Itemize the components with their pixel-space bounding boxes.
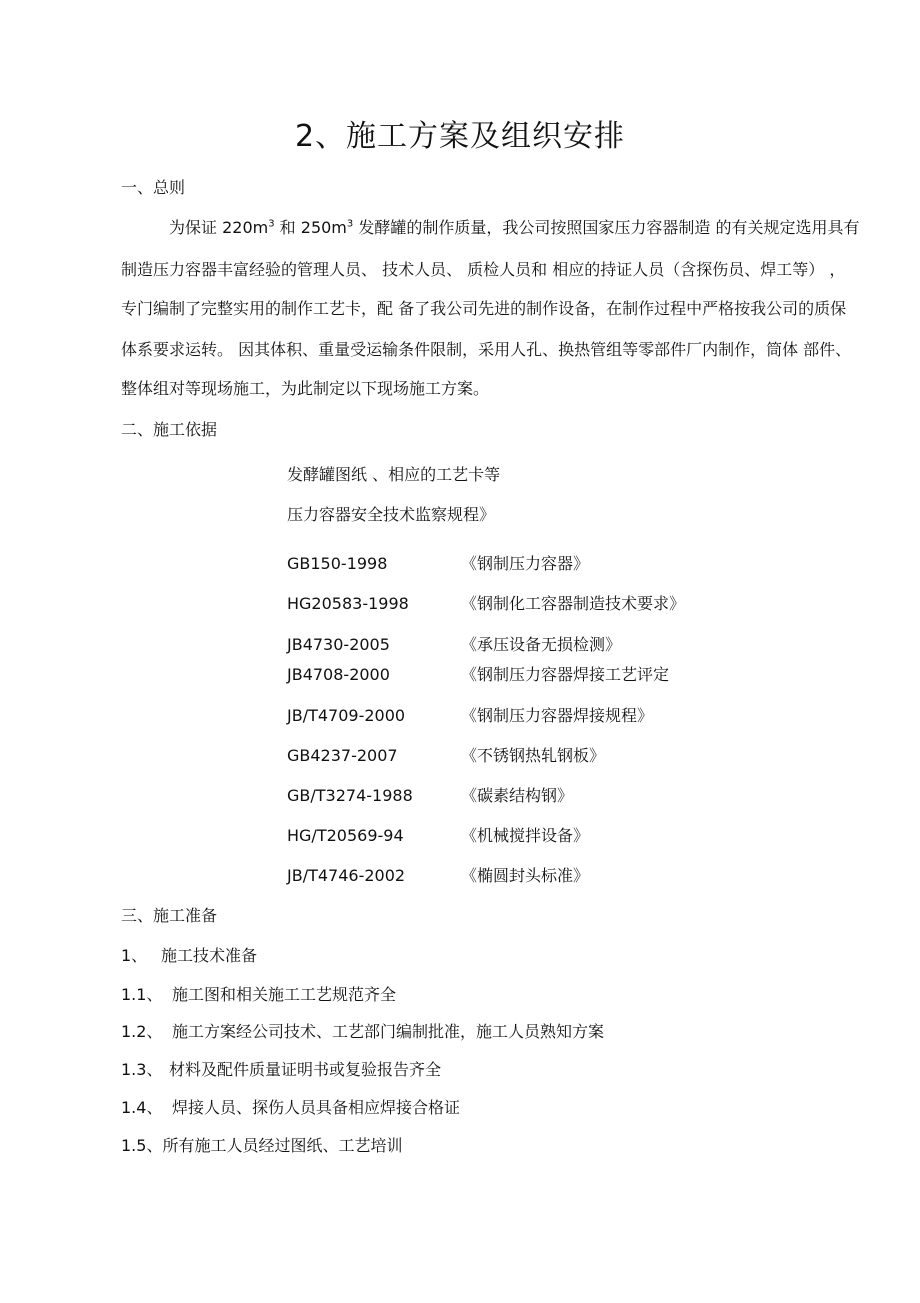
basis-reference-regulation: 压力容器安全技术监察规程》 [287,505,496,524]
standard-code: GB150-1998 [287,554,388,573]
general-paragraph-line-4: 体系要求运转。 因其体积、重量受运输条件限制，采用人孔、换热管组等零部件厂内制作，筒体 部件、 [121,340,852,359]
prep-item-1-1 [121,987,396,1003]
standard-name: 《钢制压力容器焊接规程》 [461,706,654,725]
general-paragraph-line-5: 整体组对等现场施工，为此制定以下现场施工方案。 [121,379,490,398]
standard-name: 《钢制压力容器焊接工艺评定 [461,665,670,684]
prep-item-text: 施工方案经公司技术、工艺部门编制批准，施工人员熟知方案 [172,1022,605,1041]
prep-item-text: 焊接人员、探伤人员具备相应焊接合格证 [172,1098,461,1117]
standard-name: 《承压设备无损检测》 [461,635,622,654]
standard-name: 《钢制化工容器制造技术要求》 [461,594,686,613]
section-heading-prep: 三、施工准备 [121,906,218,925]
prep-item-1-4 [121,1100,460,1116]
standard-code: HG/T20569-94 [287,826,404,845]
section-heading-basis: 二、施工依据 [121,420,218,439]
standard-name: 《碳素结构钢》 [461,786,574,805]
page-title: 2、施工方案及组织安排 [294,119,626,154]
standard-code: JB4730-2005 [287,635,390,654]
standard-code: GB4237-2007 [287,746,398,765]
prep-item-1-3 [121,1062,441,1078]
prep-item-number: 1.5、 [121,1136,163,1155]
prep-item-1 [121,948,257,964]
general-paragraph-line-2: 制造压力容器丰富经验的管理人员、 技术人员、 质检人员和 相应的持证人员（含探伤员、焊工等） ， [121,260,846,279]
prep-item-text: 施工图和相关施工工艺规范齐全 [172,985,397,1004]
standard-code: JB4708-2000 [287,665,390,684]
prep-item-number: 1.3、 [121,1060,163,1079]
standard-code: JB/T4746-2002 [287,866,406,885]
prep-item-1-2 [121,1024,604,1040]
prep-item-text: 所有施工人员经过图纸、工艺培训 [162,1136,403,1155]
prep-item-number: 1.1、 [121,985,163,1004]
prep-item-1-5 [121,1138,402,1154]
general-paragraph-line-3: 专门编制了完整实用的制作工艺卡，配 备了我公司先进的制作设备，在制作过程中严格按我公司的质保 [121,299,847,318]
standard-code: JB/T4709-2000 [287,706,406,725]
standard-name: 《钢制压力容器》 [461,554,590,573]
prep-item-number: 1.2、 [121,1022,163,1041]
standard-name: 《机械搅拌设备》 [461,826,590,845]
section-heading-general: 一、总则 [121,178,186,197]
prep-item-text: 施工技术准备 [161,946,258,965]
prep-item-number: 1、 [121,946,148,965]
standard-name: 《椭圆封头标准》 [461,866,590,885]
standard-code: GB/T3274-1988 [287,786,413,805]
general-paragraph-line-1: 为保证 $220m^3$ 和 $250m^3$ 发酵罐的制作质量，我公司按照国家压力容器制造 的有关规定选用具有 [169,218,860,237]
standard-name: 《不锈钢热轧钢板》 [461,746,606,765]
prep-item-text: 材料及配件质量证明书或复验报告齐全 [169,1060,442,1079]
standard-code: HG20583-1998 [287,594,409,613]
basis-reference-drawings: 发酵罐图纸 、相应的工艺卡等 [287,465,501,484]
prep-item-number: 1.4、 [121,1098,163,1117]
